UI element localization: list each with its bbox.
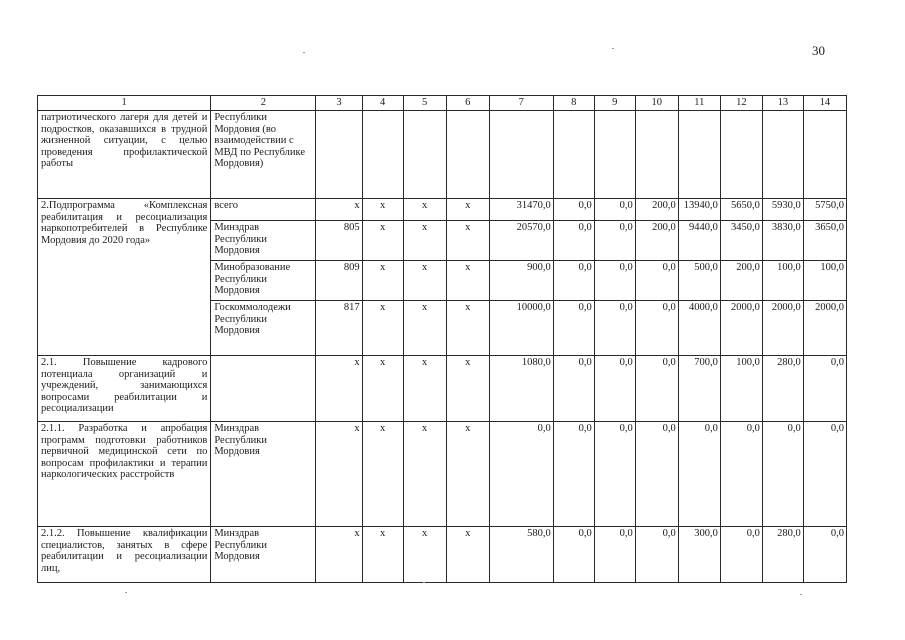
value-cell [489,111,553,199]
value-cell: 500,0 [678,261,720,301]
value-cell: х [362,221,403,261]
executor-cell: Республики Мордовия (во взаимодействии с МВД по Республике Мордовия) [211,111,316,199]
value-cell: 0,0 [720,527,762,583]
value-cell: 3450,0 [720,221,762,261]
header-cell: 8 [553,96,594,111]
value-cell: 0,0 [553,527,594,583]
value-cell [403,111,446,199]
value-cell: х [446,199,489,221]
value-cell: х [403,356,446,422]
program-name-cell: 2.1. Повышение кадрового потенциала организаций и учреждений, занимающихся вопросами реабилитации и ресоциализации [38,356,211,422]
header-cell: 14 [803,96,846,111]
program-name-cell: 2.1.1. Разработка и апробация программ подготовки работников первичной медицинской сети по вопросам профилактики и терапии наркологических расстройств [38,422,211,527]
value-cell: х [403,301,446,356]
value-cell: 805 [316,221,362,261]
executor-cell: Минобразование Республики Мордовия [211,261,316,301]
scan-speck [303,52,305,53]
value-cell: 20570,0 [489,221,553,261]
header-cell: 13 [762,96,803,111]
value-cell [446,111,489,199]
scan-speck [423,582,425,583]
executor-cell: Минздрав Республики Мордовия [211,527,316,583]
header-cell: 4 [362,96,403,111]
value-cell: 10000,0 [489,301,553,356]
value-cell: 0,0 [635,301,678,356]
value-cell: х [362,527,403,583]
value-cell: 0,0 [635,261,678,301]
value-cell: 0,0 [489,422,553,527]
value-cell: 809 [316,261,362,301]
value-cell: 0,0 [553,221,594,261]
value-cell: 2000,0 [803,301,846,356]
table-body [38,96,847,583]
value-cell: х [403,199,446,221]
value-cell: 700,0 [678,356,720,422]
value-cell: 0,0 [553,356,594,422]
value-cell: х [446,527,489,583]
value-cell: 0,0 [635,356,678,422]
value-cell: х [316,527,362,583]
value-cell [362,111,403,199]
value-cell: 200,0 [720,261,762,301]
executor-cell: Минздрав Республики Мордовия [211,422,316,527]
value-cell: 0,0 [803,422,846,527]
header-cell: 10 [635,96,678,111]
value-cell [803,111,846,199]
value-cell: 100,0 [762,261,803,301]
executor-cell: Минздрав Республики Мордовия [211,221,316,261]
header-cell: 5 [403,96,446,111]
value-cell: 4000,0 [678,301,720,356]
value-cell: 0,0 [678,422,720,527]
header-cell: 6 [446,96,489,111]
value-cell: 31470,0 [489,199,553,221]
table-row [38,422,847,527]
value-cell: х [362,356,403,422]
table-row [38,527,847,583]
value-cell: 0,0 [553,261,594,301]
header-cell: 3 [316,96,362,111]
page-number: 30 [812,43,825,58]
value-cell: х [316,422,362,527]
value-cell: 100,0 [720,356,762,422]
value-cell: 0,0 [594,356,635,422]
header-cell: 11 [678,96,720,111]
value-cell: х [316,356,362,422]
header-cell: 12 [720,96,762,111]
program-name-cell: 2.Подпрограмма «Комплексная реабилитация и ресоциализация наркопотребителей в Республике Мордовия до 2020 года» [38,199,211,356]
value-cell: 13940,0 [678,199,720,221]
value-cell: 5650,0 [720,199,762,221]
table-row [38,356,847,422]
executor-cell: всего [211,199,316,221]
value-cell [762,111,803,199]
value-cell: х [446,301,489,356]
scan-speck [800,594,802,595]
value-cell: 580,0 [489,527,553,583]
value-cell: х [446,422,489,527]
value-cell: 0,0 [594,221,635,261]
value-cell: 0,0 [803,527,846,583]
executor-cell [211,356,316,422]
value-cell: х [403,221,446,261]
value-cell: 900,0 [489,261,553,301]
value-cell: х [362,301,403,356]
value-cell: х [446,356,489,422]
value-cell: х [362,261,403,301]
program-name-cell: патриотического лагеря для детей и подростков, оказавшихся в трудной жизненной ситуации, с целью проведения профилактической работы [38,111,211,199]
value-cell: 0,0 [594,527,635,583]
header-cell: 2 [211,96,316,111]
table-row [38,111,847,199]
value-cell: 100,0 [803,261,846,301]
value-cell: 280,0 [762,527,803,583]
value-cell: 9440,0 [678,221,720,261]
value-cell: х [316,199,362,221]
value-cell: 0,0 [635,527,678,583]
budget-table [37,95,847,583]
value-cell: 0,0 [594,301,635,356]
value-cell: х [362,422,403,527]
value-cell: 0,0 [553,199,594,221]
program-name-cell: 2.1.2. Повышение квалификации специалистов, занятых в сфере реабилитации и ресоциализации лиц, [38,527,211,583]
value-cell: 2000,0 [720,301,762,356]
value-cell: х [403,527,446,583]
value-cell: 0,0 [720,422,762,527]
value-cell [594,111,635,199]
table-row [38,199,847,221]
value-cell: 5750,0 [803,199,846,221]
value-cell: 3650,0 [803,221,846,261]
value-cell [316,111,362,199]
value-cell: 0,0 [553,301,594,356]
header-cell: 9 [594,96,635,111]
value-cell: 0,0 [762,422,803,527]
scan-speck [612,48,614,49]
value-cell: 0,0 [594,261,635,301]
value-cell: 817 [316,301,362,356]
value-cell: х [403,422,446,527]
value-cell: х [446,261,489,301]
value-cell: 200,0 [635,221,678,261]
value-cell: 300,0 [678,527,720,583]
value-cell: 0,0 [803,356,846,422]
value-cell: 1080,0 [489,356,553,422]
value-cell: 0,0 [594,199,635,221]
value-cell: 2000,0 [762,301,803,356]
scan-speck [125,592,127,593]
value-cell [678,111,720,199]
value-cell [635,111,678,199]
value-cell: 0,0 [553,422,594,527]
value-cell [720,111,762,199]
value-cell: 200,0 [635,199,678,221]
value-cell: 0,0 [635,422,678,527]
value-cell: 280,0 [762,356,803,422]
value-cell: 0,0 [594,422,635,527]
header-cell: 7 [489,96,553,111]
value-cell [553,111,594,199]
value-cell: 3830,0 [762,221,803,261]
value-cell: х [362,199,403,221]
value-cell: х [403,261,446,301]
value-cell: х [446,221,489,261]
header-row [38,96,847,111]
header-cell: 1 [38,96,211,111]
executor-cell: Госкоммолодежи Республики Мордовия [211,301,316,356]
value-cell: 5930,0 [762,199,803,221]
